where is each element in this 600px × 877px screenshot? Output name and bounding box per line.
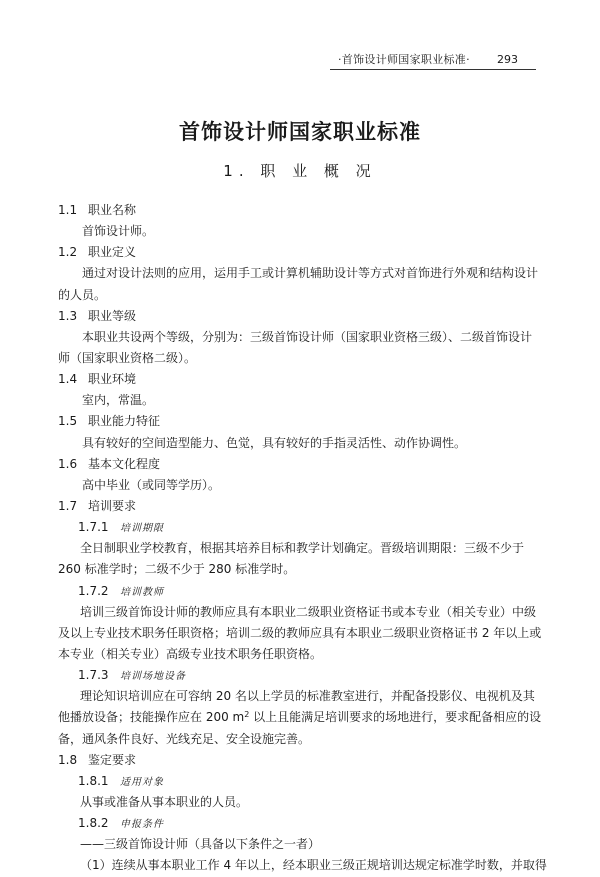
section-number: 1.8 xyxy=(58,752,78,767)
paragraph-line: 全日制职业学校教育，根据其培养目标和教学计划确定。晋级培训期限：三级不少于 xyxy=(80,541,525,556)
header-rule xyxy=(330,69,536,70)
paragraph-line: 通过对设计法则的应用，运用手工或计算机辅助设计等方式对首饰进行外观和结构设计 xyxy=(82,266,539,281)
paragraph-line: 首饰设计师。 xyxy=(82,224,155,239)
section-title: 鉴定要求 xyxy=(88,752,137,767)
section-heading xyxy=(58,242,548,263)
paragraph-line: 及以上专业技术职务任职资格；培训二级的教师应具有本职业二级职业资格证书 2 年以上或 xyxy=(58,625,542,640)
section-number: 1.4 xyxy=(58,372,78,387)
paragraph-line: 具有较好的空间造型能力、色觉，具有较好的手指灵活性、动作协调性。 xyxy=(82,435,467,450)
subsection-title: 申报条件 xyxy=(120,819,164,831)
subsection-title: 培训场地设备 xyxy=(120,671,186,683)
section-number: 1.7 xyxy=(58,498,78,513)
section-heading xyxy=(58,369,548,390)
section-heading xyxy=(58,496,548,517)
subsection-number: 1.8.1 xyxy=(78,773,109,788)
subsection-heading xyxy=(58,771,548,792)
subsection-heading xyxy=(58,665,548,686)
superscript: 2 xyxy=(244,710,250,720)
paragraph-line: （1）连续从事本职业工作 4 年以上，经本职业三级正规培训达规定标准学时数，并取得 xyxy=(80,858,547,873)
section-number: 1.2 xyxy=(58,245,78,260)
section-title: 职业定义 xyxy=(88,245,137,260)
paragraph-line: 260 标准学时；二级不少于 280 标准学时。 xyxy=(58,562,296,577)
paragraph-line xyxy=(58,707,548,728)
subsection-heading xyxy=(58,813,548,834)
paragraph-line: 高中毕业（或同等学历）。 xyxy=(82,477,221,492)
document-body xyxy=(58,200,548,877)
paragraph-line: ——三级首饰设计师（具备以下条件之一者） xyxy=(80,837,321,852)
paragraph-line: 备，通风条件良好、光线充足、安全设施完善。 xyxy=(58,731,311,746)
subsection-heading xyxy=(58,581,548,602)
page-number: 293 xyxy=(497,53,518,66)
section-heading xyxy=(58,200,548,221)
document-title: 首饰设计师国家职业标准 xyxy=(179,120,421,144)
section-number: 1.5 xyxy=(58,414,78,429)
section-heading xyxy=(58,411,548,432)
section-title: 职业环境 xyxy=(88,372,137,387)
paragraph-line: 的人员。 xyxy=(58,287,107,302)
subsection-number: 1.7.3 xyxy=(78,668,109,683)
paragraph-line: 室内，常温。 xyxy=(82,393,155,408)
section-title: 培训要求 xyxy=(88,498,137,513)
paragraph-line: 本专业（相关专业）高级专业技术职务任职资格。 xyxy=(58,646,323,661)
section-heading xyxy=(58,454,548,475)
section-title: 职业名称 xyxy=(88,203,137,217)
paragraph-line: 本职业共设两个等级，分别为：三级首饰设计师（国家职业资格三级）、二级首饰设计 xyxy=(82,329,533,344)
paragraph-text: 他播放设备；技能操作应在 200 m xyxy=(58,710,245,725)
subsection-title: 培训教师 xyxy=(120,586,164,598)
paragraph-line: 理论知识培训应在可容纳 20 名以上学员的标准教室进行，并配备投影仪、电视机及其 xyxy=(80,689,535,704)
paragraph-text: 以上且能满足培训要求的场地进行，要求配备相应的设 xyxy=(249,710,542,725)
subsection-number: 1.7.1 xyxy=(78,520,109,535)
section-heading xyxy=(58,306,548,327)
subsection-heading xyxy=(58,517,548,538)
section-title: 职业等级 xyxy=(88,308,137,323)
paragraph-line: 师（国家职业资格二级）。 xyxy=(58,350,197,365)
paragraph-line: 从事或准备从事本职业的人员。 xyxy=(80,794,249,809)
chapter-title: 1. 职 业 概 况 xyxy=(223,162,377,180)
section-number: 1.6 xyxy=(58,456,78,471)
section-title: 基本文化程度 xyxy=(88,456,161,471)
running-header-title: ·首饰设计师国家职业标准· xyxy=(338,53,470,66)
paragraph-line: 培训三级首饰设计师的教师应具有本职业二级职业资格证书或本专业（相关专业）中级 xyxy=(80,604,537,619)
section-heading xyxy=(58,750,548,771)
subsection-title: 适用对象 xyxy=(120,776,164,788)
section-number: 1.1 xyxy=(58,203,78,217)
section-number: 1.3 xyxy=(58,308,78,323)
subsection-number: 1.8.2 xyxy=(78,816,109,831)
running-header xyxy=(330,50,536,70)
subsection-number: 1.7.2 xyxy=(78,583,109,598)
subsection-title: 培训期限 xyxy=(120,523,164,535)
section-title: 职业能力特征 xyxy=(88,414,161,429)
